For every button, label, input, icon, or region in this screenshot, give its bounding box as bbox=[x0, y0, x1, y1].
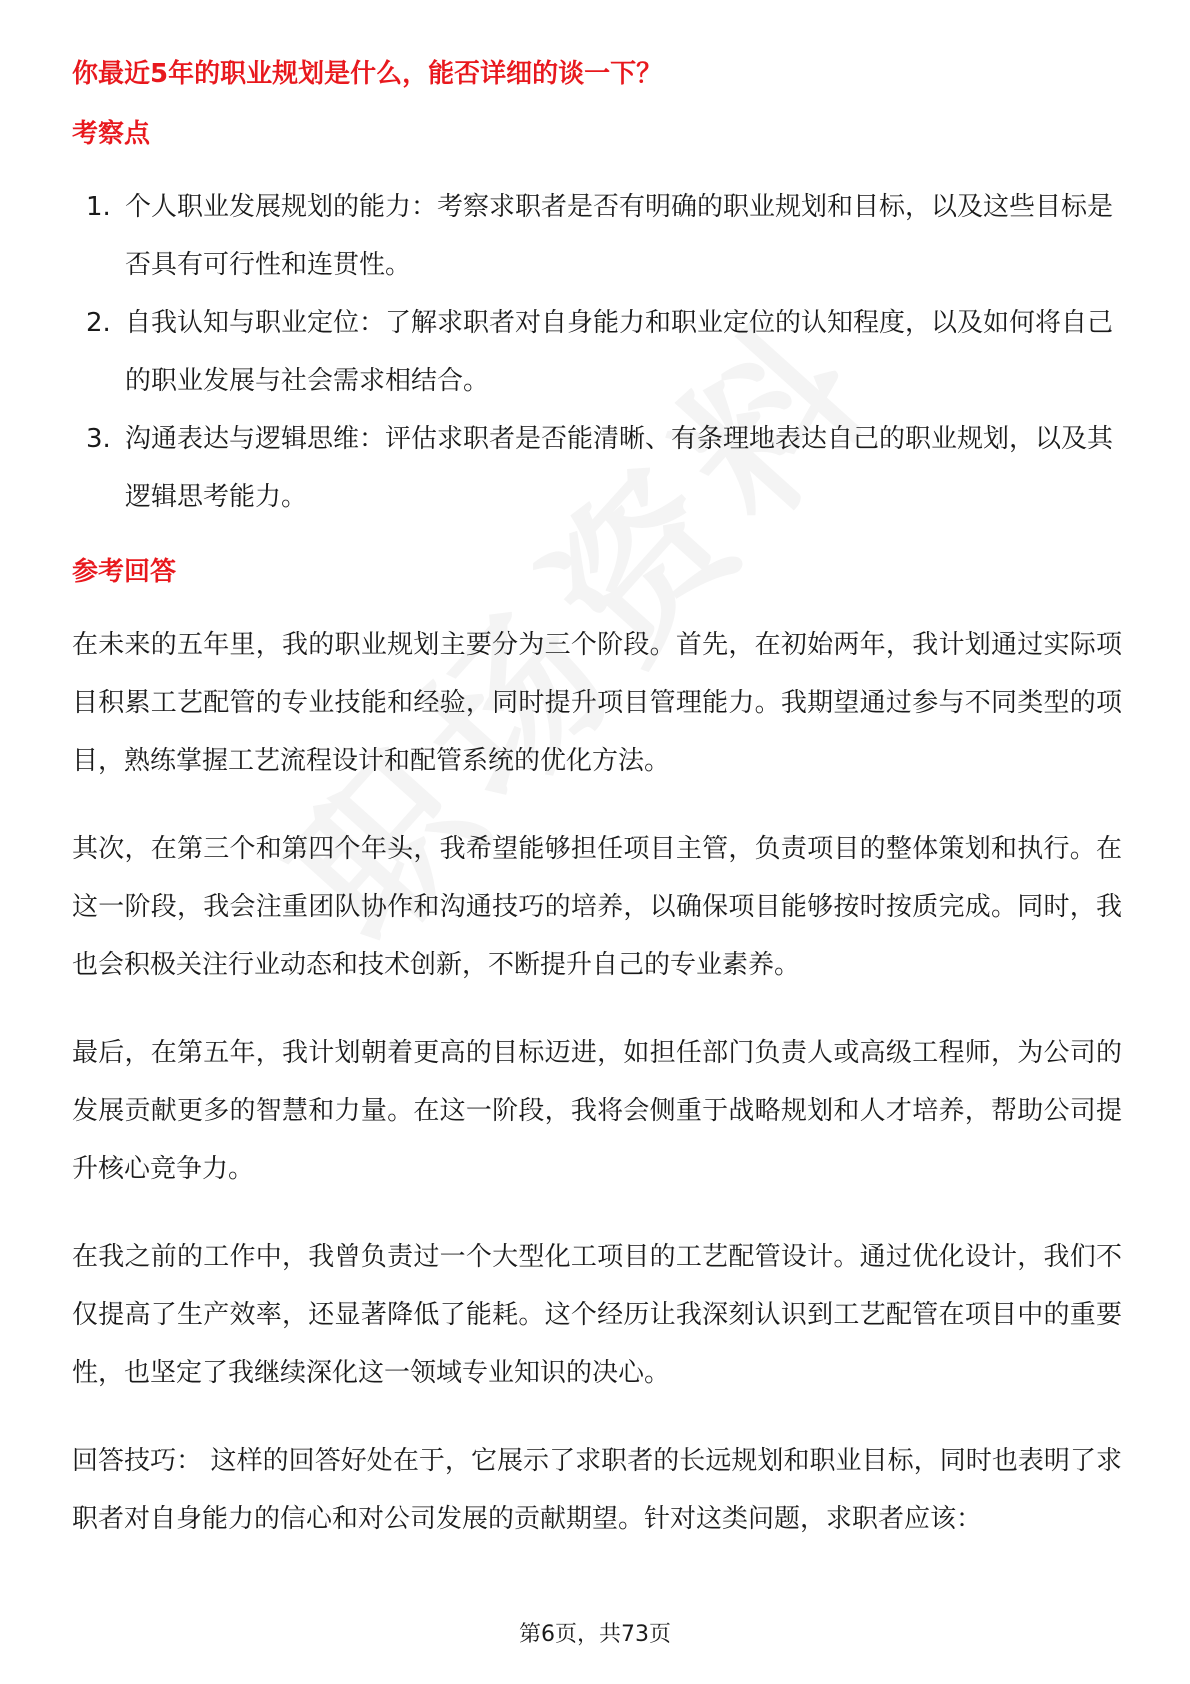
content bbox=[72, 54, 1122, 1578]
examine-points-list bbox=[72, 178, 1122, 526]
answer-paragraph: 在未来的五年里，我的职业规划主要分为三个阶段。首先，在初始两年，我计划通过实际项目积累工艺配管的专业技能和经验，同时提升项目管理能力。我期望通过参与不同类型的项目，熟练掌握工艺流程设计和配管系统的优化方法。 bbox=[72, 630, 1122, 776]
list-item-number: 3. bbox=[86, 424, 111, 454]
answer-paragraph: 在我之前的工作中，我曾负责过一个大型化工项目的工艺配管设计。通过优化设计，我们不仅提高了生产效率，还显著降低了能耗。这个经历让我深刻认识到工艺配管在项目中的重要性，也坚定了我继续深化这一领域专业知识的决心。 bbox=[72, 1242, 1122, 1388]
list-item bbox=[72, 410, 1122, 526]
list-item bbox=[72, 294, 1122, 410]
list-item-number: 2. bbox=[86, 308, 111, 338]
question-heading: 你最近5年的职业规划是什么，能否详细的谈一下？ bbox=[72, 59, 663, 89]
list-item-text: 个人职业发展规划的能力：考察求职者是否有明确的职业规划和目标，以及这些目标是否具有可行性和连贯性。 bbox=[125, 192, 1114, 280]
answer-paragraph: 其次，在第三个和第四个年头，我希望能够担任项目主管，负责项目的整体策划和执行。在这一阶段，我会注重团队协作和沟通技巧的培养，以确保项目能够按时按质完成。同时，我也会积极关注行业动态和技术创新，不断提升自己的专业素养。 bbox=[72, 834, 1122, 980]
page-number: 第6页，共73页 bbox=[519, 1622, 671, 1647]
list-item-text: 自我认知与职业定位：了解求职者对自身能力和职业定位的认知程度，以及如何将自己的职业发展与社会需求相结合。 bbox=[125, 308, 1114, 396]
list-item-number: 1. bbox=[86, 192, 111, 222]
answer-paragraph: 最后，在第五年，我计划朝着更高的目标迈进，如担任部门负责人或高级工程师，为公司的发展贡献更多的智慧和力量。在这一阶段，我将会侧重于战略规划和人才培养，帮助公司提升核心竞争力。 bbox=[72, 1038, 1122, 1184]
section-title-examine: 考察点 bbox=[72, 119, 151, 149]
answer-tips-paragraph: 回答技巧： 这样的回答好处在于，它展示了求职者的长远规划和职业目标，同时也表明了求职者对自身能力的信心和对公司发展的贡献期望。针对这类问题，求职者应该： bbox=[72, 1446, 1122, 1534]
list-item bbox=[72, 178, 1122, 294]
list-item-text: 沟通表达与逻辑思维：评估求职者是否能清晰、有条理地表达自己的职业规划，以及其逻辑思考能力。 bbox=[125, 424, 1114, 512]
section-title-answer: 参考回答 bbox=[72, 557, 177, 587]
